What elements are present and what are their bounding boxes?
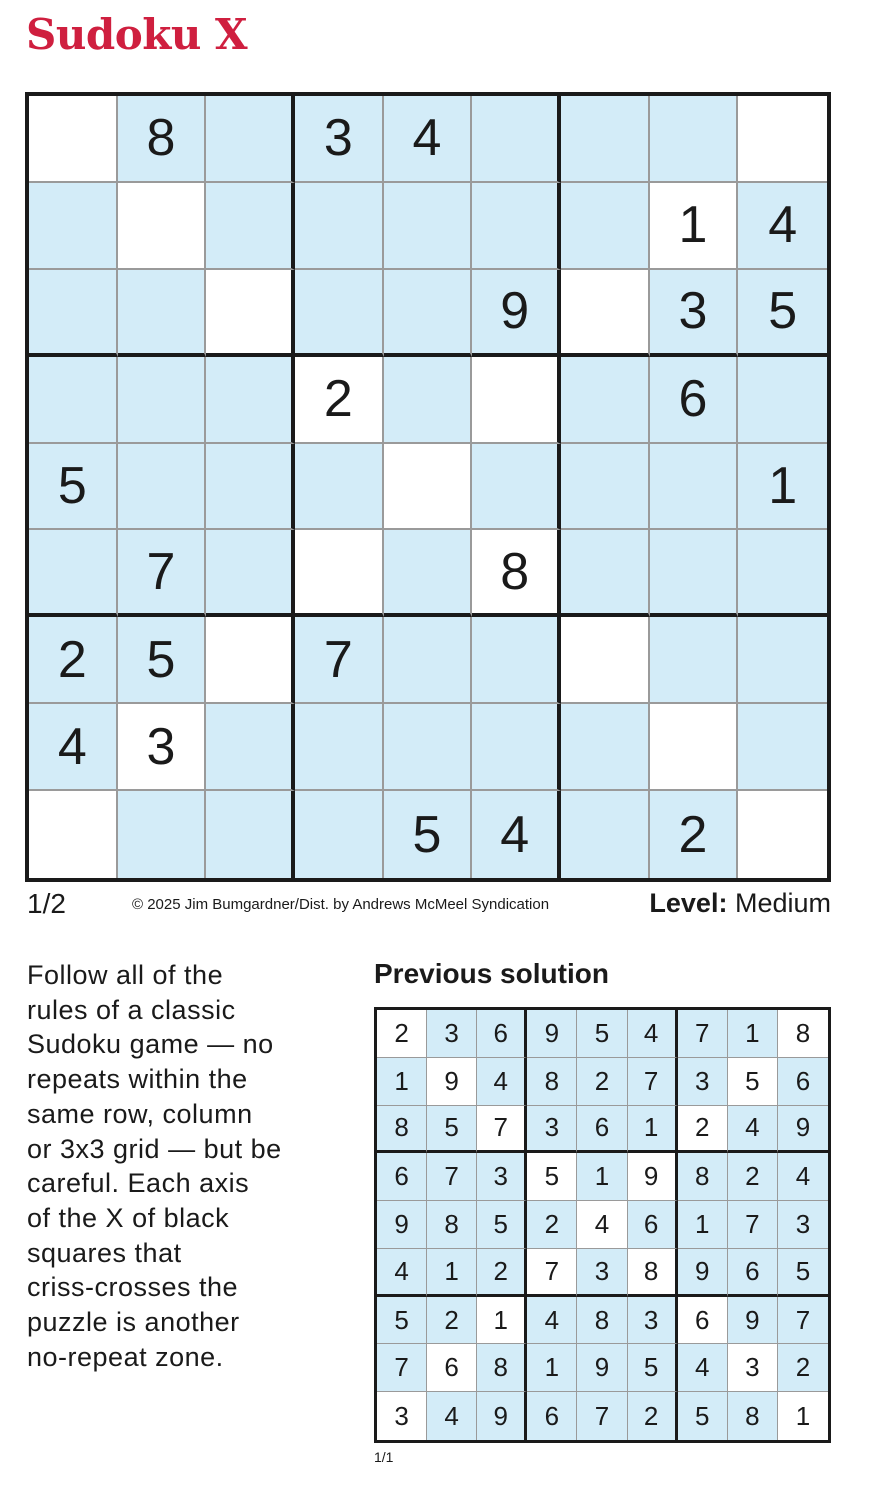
solution-cell: 6	[678, 1297, 728, 1345]
sudoku-cell[interactable]: 2	[29, 617, 118, 704]
previous-solution-grid	[374, 1007, 831, 1443]
solution-cell: 6	[577, 1106, 627, 1154]
solution-cell: 4	[427, 1392, 477, 1440]
sudoku-cell[interactable]	[738, 530, 827, 617]
sudoku-cell[interactable]	[384, 270, 473, 357]
difficulty-level	[649, 888, 831, 919]
sudoku-cell[interactable]	[561, 791, 650, 878]
solution-cell: 1	[427, 1249, 477, 1297]
sudoku-cell[interactable]	[561, 444, 650, 531]
sudoku-cell[interactable]	[295, 704, 384, 791]
solution-cell: 4	[678, 1344, 728, 1392]
solution-cell: 9	[577, 1344, 627, 1392]
sudoku-cell[interactable]: 3	[295, 96, 384, 183]
sudoku-cell[interactable]: 9	[472, 270, 561, 357]
sudoku-cell[interactable]	[118, 270, 207, 357]
solution-cell: 6	[377, 1153, 427, 1201]
sudoku-cell[interactable]: 2	[650, 791, 739, 878]
solution-cell: 2	[728, 1153, 778, 1201]
sudoku-cell[interactable]	[29, 270, 118, 357]
sudoku-cell[interactable]	[29, 357, 118, 444]
solution-cell: 8	[427, 1201, 477, 1249]
sudoku-cell[interactable]: 4	[384, 96, 473, 183]
sudoku-cell[interactable]	[384, 357, 473, 444]
sudoku-cell[interactable]: 1	[650, 183, 739, 270]
sudoku-cell[interactable]	[295, 791, 384, 878]
sudoku-cell[interactable]	[206, 444, 295, 531]
sudoku-cell[interactable]	[295, 444, 384, 531]
solution-cell: 4	[477, 1058, 527, 1106]
solution-cell: 6	[477, 1010, 527, 1058]
solution-cell: 1	[728, 1010, 778, 1058]
solution-cell: 7	[427, 1153, 477, 1201]
solution-cell: 4	[527, 1297, 577, 1345]
sudoku-cell[interactable]	[206, 791, 295, 878]
level-value: Medium	[734, 888, 831, 918]
sudoku-cell[interactable]	[561, 357, 650, 444]
sudoku-cell[interactable]	[650, 617, 739, 704]
solution-cell: 8	[778, 1010, 828, 1058]
solution-cell: 5	[728, 1058, 778, 1106]
sudoku-cell[interactable]	[561, 183, 650, 270]
sudoku-cell[interactable]	[29, 96, 118, 183]
solution-cell: 2	[377, 1010, 427, 1058]
sudoku-cell[interactable]	[738, 617, 827, 704]
solution-cell: 5	[628, 1344, 678, 1392]
solution-cell: 4	[728, 1106, 778, 1154]
solution-cell: 7	[778, 1297, 828, 1345]
sudoku-cell[interactable]	[472, 704, 561, 791]
sudoku-cell[interactable]	[206, 530, 295, 617]
sudoku-cell[interactable]	[561, 617, 650, 704]
solution-cell: 6	[527, 1392, 577, 1440]
sudoku-cell[interactable]	[295, 270, 384, 357]
sudoku-cell[interactable]	[561, 270, 650, 357]
solution-cell: 9	[377, 1201, 427, 1249]
sudoku-cell[interactable]	[295, 183, 384, 270]
solution-cell: 6	[778, 1058, 828, 1106]
sudoku-cell[interactable]	[561, 704, 650, 791]
sudoku-cell[interactable]	[206, 96, 295, 183]
sudoku-cell[interactable]	[206, 704, 295, 791]
solution-cell: 2	[577, 1058, 627, 1106]
solution-cell: 1	[577, 1153, 627, 1201]
sudoku-cell[interactable]: 1	[738, 444, 827, 531]
solution-cell: 4	[577, 1201, 627, 1249]
solution-cell: 2	[427, 1297, 477, 1345]
solution-cell: 2	[678, 1106, 728, 1154]
sudoku-cell[interactable]	[29, 791, 118, 878]
sudoku-cell[interactable]: 6	[650, 357, 739, 444]
sudoku-cell[interactable]	[472, 96, 561, 183]
sudoku-cell[interactable]: 7	[118, 530, 207, 617]
solution-cell: 4	[377, 1249, 427, 1297]
solution-cell: 7	[678, 1010, 728, 1058]
sudoku-cell[interactable]: 5	[738, 270, 827, 357]
sudoku-cell[interactable]	[738, 96, 827, 183]
sudoku-cell[interactable]	[650, 704, 739, 791]
sudoku-cell[interactable]	[206, 183, 295, 270]
sudoku-cell[interactable]	[29, 183, 118, 270]
sudoku-cell[interactable]	[738, 357, 827, 444]
sudoku-cell[interactable]	[650, 444, 739, 531]
sudoku-cell[interactable]	[472, 444, 561, 531]
solution-cell: 2	[628, 1392, 678, 1440]
sudoku-cell[interactable]: 5	[29, 444, 118, 531]
solution-cell: 9	[728, 1297, 778, 1345]
solution-cell: 2	[527, 1201, 577, 1249]
sudoku-cell[interactable]	[650, 530, 739, 617]
solution-cell: 5	[527, 1153, 577, 1201]
solution-cell: 3	[577, 1249, 627, 1297]
instructions-text: Follow all of the rules of a classic Sudoku game — no repeats within the same row, column or 3x3 grid — but be careful. Each axis of the X of black squares that criss-crosses the puzzle is another no-repeat zone.	[27, 960, 282, 1372]
solution-cell: 8	[577, 1297, 627, 1345]
sudoku-cell[interactable]	[206, 270, 295, 357]
solution-cell: 5	[678, 1392, 728, 1440]
solution-cell: 1	[527, 1344, 577, 1392]
sudoku-cell[interactable]	[118, 357, 207, 444]
sudoku-cell[interactable]	[384, 444, 473, 531]
sudoku-cell[interactable]	[472, 617, 561, 704]
solution-cell: 3	[377, 1392, 427, 1440]
solution-cell: 8	[678, 1153, 728, 1201]
sudoku-cell[interactable]: 5	[384, 791, 473, 878]
solution-cell: 5	[577, 1010, 627, 1058]
solution-cell: 3	[527, 1106, 577, 1154]
sudoku-cell[interactable]	[384, 704, 473, 791]
solution-cell: 9	[427, 1058, 477, 1106]
solution-cell: 1	[477, 1297, 527, 1345]
copyright-notice: © 2025 Jim Bumgardner/Dist. by Andrews McMeel Syndication	[132, 896, 550, 913]
solution-cell: 9	[628, 1153, 678, 1201]
sudoku-cell[interactable]: 4	[738, 183, 827, 270]
sudoku-cell[interactable]	[561, 96, 650, 183]
solution-cell: 5	[778, 1249, 828, 1297]
sudoku-cell[interactable]: 3	[650, 270, 739, 357]
solution-cell: 1	[377, 1058, 427, 1106]
solution-cell: 9	[477, 1392, 527, 1440]
sudoku-cell[interactable]	[561, 530, 650, 617]
sudoku-cell[interactable]	[738, 791, 827, 878]
sudoku-cell[interactable]	[118, 444, 207, 531]
sudoku-cell[interactable]: 8	[118, 96, 207, 183]
solution-cell: 1	[678, 1201, 728, 1249]
sudoku-cell[interactable]: 2	[295, 357, 384, 444]
puzzle-title: Sudoku X	[26, 10, 248, 59]
sudoku-cell[interactable]	[738, 704, 827, 791]
solution-cell: 5	[377, 1297, 427, 1345]
sudoku-cell[interactable]	[472, 183, 561, 270]
solution-cell: 3	[628, 1297, 678, 1345]
solution-cell: 3	[678, 1058, 728, 1106]
level-label: Level:	[649, 888, 728, 918]
solution-cell: 4	[778, 1153, 828, 1201]
solution-cell: 8	[527, 1058, 577, 1106]
sudoku-cell[interactable]	[472, 357, 561, 444]
sudoku-cell[interactable]	[118, 791, 207, 878]
solution-cell: 5	[477, 1201, 527, 1249]
sudoku-cell[interactable]	[384, 530, 473, 617]
solution-cell: 1	[628, 1106, 678, 1154]
sudoku-cell[interactable]	[650, 96, 739, 183]
solution-cell: 7	[527, 1249, 577, 1297]
solution-cell: 8	[377, 1106, 427, 1154]
sudoku-cell[interactable]	[118, 183, 207, 270]
sudoku-cell[interactable]: 5	[118, 617, 207, 704]
solution-cell: 2	[477, 1249, 527, 1297]
solution-cell: 6	[628, 1201, 678, 1249]
sudoku-cell[interactable]	[384, 617, 473, 704]
sudoku-cell[interactable]	[384, 183, 473, 270]
solution-cell: 3	[728, 1344, 778, 1392]
solution-cell: 8	[477, 1344, 527, 1392]
sudoku-cell[interactable]: 3	[118, 704, 207, 791]
sudoku-cell[interactable]	[295, 530, 384, 617]
sudoku-cell[interactable]: 4	[29, 704, 118, 791]
previous-solution-title: Previous solution	[374, 958, 609, 989]
solution-cell: 4	[628, 1010, 678, 1058]
solution-cell: 3	[477, 1153, 527, 1201]
sudoku-cell[interactable]	[206, 617, 295, 704]
sudoku-cell[interactable]: 8	[472, 530, 561, 617]
sudoku-cell[interactable]	[206, 357, 295, 444]
solution-cell: 6	[728, 1249, 778, 1297]
sudoku-cell[interactable]: 7	[295, 617, 384, 704]
solution-cell: 5	[427, 1106, 477, 1154]
solution-cell: 9	[678, 1249, 728, 1297]
solution-cell: 3	[427, 1010, 477, 1058]
solution-cell: 9	[778, 1106, 828, 1154]
solution-cell: 9	[527, 1010, 577, 1058]
sudoku-grid	[25, 92, 831, 882]
sudoku-cell[interactable]: 4	[472, 791, 561, 878]
solution-cell: 7	[577, 1392, 627, 1440]
solution-cell: 7	[377, 1344, 427, 1392]
solution-cell: 8	[728, 1392, 778, 1440]
previous-page-indicator: 1/1	[374, 1449, 394, 1465]
solution-cell: 2	[778, 1344, 828, 1392]
solution-cell: 8	[628, 1249, 678, 1297]
solution-cell: 3	[778, 1201, 828, 1249]
page-indicator: 1/2	[27, 888, 66, 919]
solution-cell: 7	[477, 1106, 527, 1154]
solution-cell: 7	[728, 1201, 778, 1249]
solution-cell: 1	[778, 1392, 828, 1440]
solution-cell: 7	[628, 1058, 678, 1106]
sudoku-cell[interactable]	[29, 530, 118, 617]
solution-cell: 6	[427, 1344, 477, 1392]
